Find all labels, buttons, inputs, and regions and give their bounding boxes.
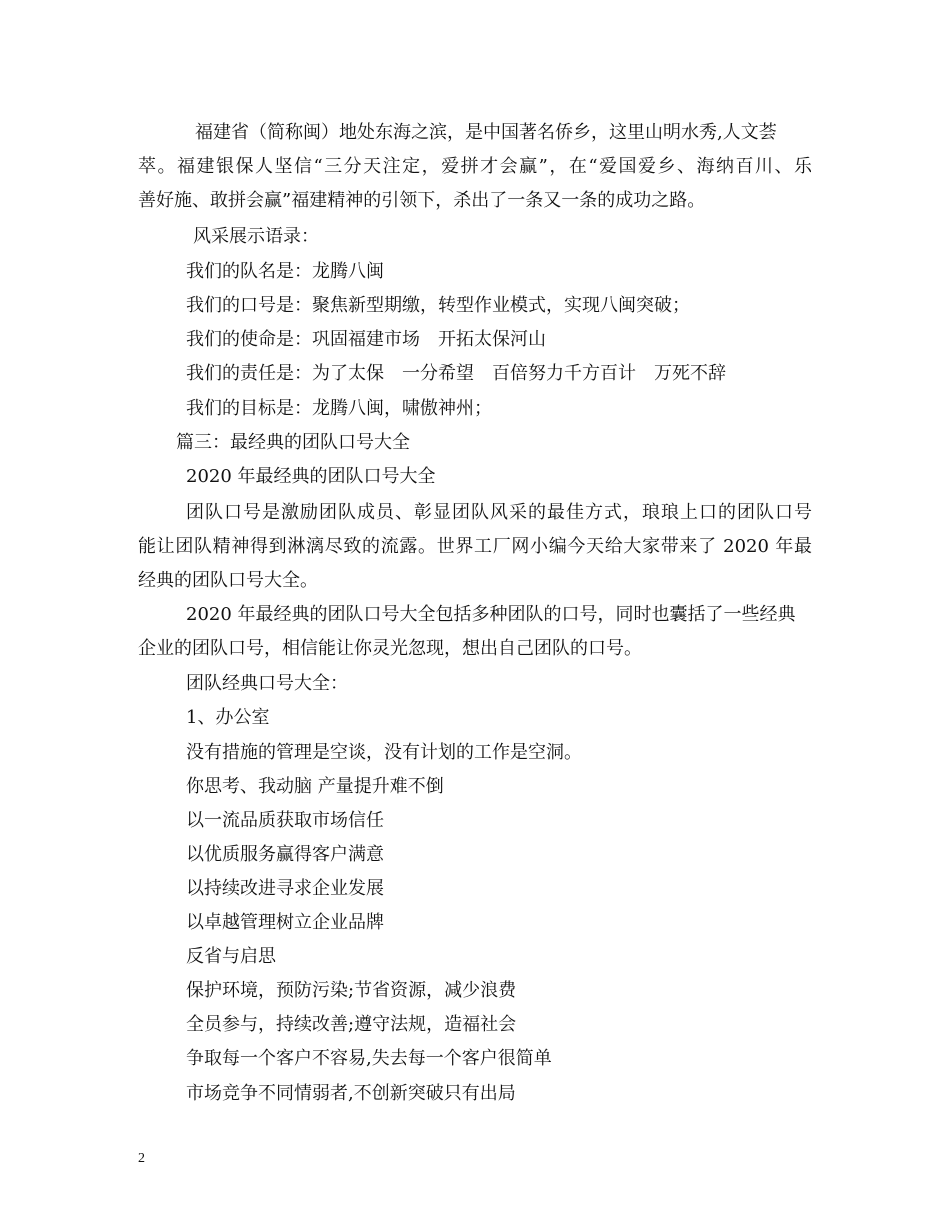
chapter-heading: 篇三：最经典的团队口号大全: [176, 432, 410, 453]
intro-paragraph-line-3: 善好施、敢拼会赢”福建精神的引领下，杀出了一条又一条的成功之路。: [138, 190, 706, 211]
team-name-line: 我们的队名是：龙腾八闽: [186, 261, 384, 282]
article-title: 2020 年最经典的团队口号大全: [186, 466, 436, 487]
page-number: 2: [138, 1151, 145, 1166]
section-office-heading: 1、办公室: [186, 707, 270, 728]
slogan-line: 全员参与，持续改善;遵守法规，造福社会: [186, 1014, 517, 1035]
intro-paragraph-line-1: 福建省（简称闽）地处东海之滨，是中国著名侨乡，这里山明水秀,人文荟: [195, 122, 777, 143]
article-paragraph-line-2: 能让团队精神得到淋漓尽致的流露。世界工厂网小编今天给大家带来了 2020 年最: [138, 536, 812, 557]
slogan-line: 以一流品质获取市场信任: [186, 810, 384, 831]
article-paragraph-line-1: 团队口号是激励团队成员、彰显团队风采的最佳方式，琅琅上口的团队口号: [186, 502, 812, 523]
slogan-line: 反省与启思: [186, 946, 276, 967]
team-responsibility-line: 我们的责任是：为了太保 一分希望 百倍努力千方百计 万死不辞: [186, 363, 726, 384]
showcase-heading: 风采展示语录：: [193, 226, 319, 247]
slogan-line: 以持续改进寻求企业发展: [186, 878, 384, 899]
slogan-line: 以卓越管理树立企业品牌: [186, 912, 384, 933]
slogan-line: 没有措施的管理是空谈，没有计划的工作是空洞。: [186, 742, 582, 763]
team-goal-line: 我们的目标是：龙腾八闽，啸傲神州；: [186, 398, 492, 419]
team-slogan-line: 我们的口号是：聚焦新型期缴，转型作业模式，实现八闽突破；: [186, 295, 690, 316]
team-mission-line: 我们的使命是：巩固福建市场 开拓太保河山: [186, 329, 546, 350]
slogan-list-heading: 团队经典口号大全：: [186, 673, 348, 694]
collection-paragraph-line-1: 2020 年最经典的团队口号大全包括多种团队的口号，同时也囊括了一些经典: [186, 604, 796, 625]
collection-paragraph-line-2: 企业的团队口号，相信能让你灵光忽现，想出自己团队的口号。: [138, 638, 642, 659]
slogan-line: 以优质服务赢得客户满意: [186, 844, 384, 865]
slogan-line: 你思考、我动脑 产量提升难不倒: [186, 776, 444, 797]
slogan-line: 争取每一个客户不容易,失去每一个客户很简单: [186, 1048, 552, 1069]
slogan-line: 市场竞争不同情弱者,不创新突破只有出局: [186, 1083, 516, 1104]
slogan-line: 保护环境，预防污染;节省资源，减少浪费: [186, 980, 517, 1001]
intro-paragraph-line-2: 萃。福建银保人坚信“三分天注定，爱拼才会赢”，在“爱国爱乡、海纳百川、乐: [138, 156, 812, 177]
article-paragraph-line-3: 经典的团队口号大全。: [138, 570, 318, 591]
